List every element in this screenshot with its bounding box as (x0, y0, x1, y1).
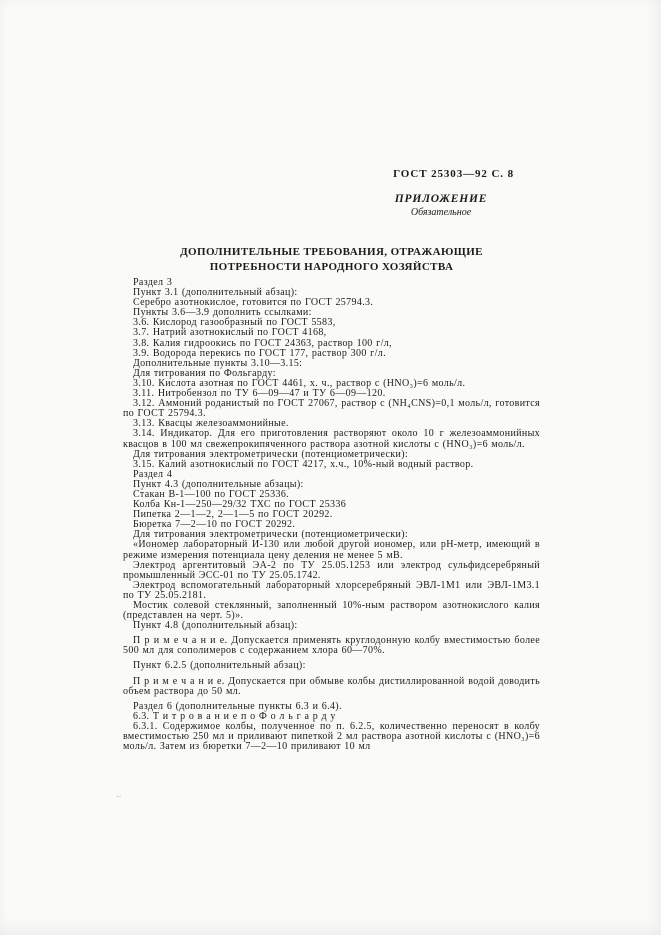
paragraph: 3.9. Водорода перекись по ГОСТ 177, раствор 300 г/л. (133, 347, 386, 359)
paragraph: Для титрования по Фольгарду: (133, 367, 276, 379)
paragraph: Пункт 4.8 (дополнительный абзац): (133, 620, 298, 632)
paragraph: Пункт 6.2.5 (дополнительный абзац): (133, 660, 306, 672)
paragraph: Раздел 6 (дополнительные пункты 6.3 и 6.4). (133, 700, 342, 712)
paragraph: 3.7. Натрий азотнокислый по ГОСТ 4168, (133, 327, 327, 339)
paragraph: 6.3. Т и т р о в а н и е п о Ф о л ь г а р д у (133, 710, 336, 722)
paragraph: 3.10. Кислота азотная по ГОСТ 4461, х. ч., раствор с (HNO₃)=6 моль/л. (133, 377, 466, 389)
paragraph: 3.11. Нитробензол по ТУ 6—09—47 и ТУ 6—09—120. (133, 388, 386, 400)
paragraph: 6.3.1. Содержимое колбы, полученное по п. 6.2.5, количественно переносят в колбу вместимостью 250 мл и приливают пипеткой 2 мл раствора азотной кислоты с (HNO₃)=6 моль/л. Затем из бюретки 7—2—10 приливают 10 мл (123, 720, 540, 753)
paragraph: Для титрования электрометрически (потенциометрически): (133, 529, 409, 541)
paragraph: Бюретка 7—2—10 по ГОСТ 20292. (133, 519, 296, 531)
paragraph: 3.8. Калия гидроокись по ГОСТ 24363, раствор 100 г/л, (133, 337, 392, 349)
document-title-line1: ДОПОЛНИТЕЛЬНЫЕ ТРЕБОВАНИЯ, ОТРАЖАЮЩИЕ (180, 246, 483, 258)
paragraph: 3.13. Квасцы железоаммонийные. (133, 418, 289, 430)
running-header: ГОСТ 25303—92 С. 8 (393, 168, 514, 180)
paragraph: Серебро азотнокислое, готовится по ГОСТ 25794.3. (133, 297, 374, 309)
paragraph: Мостик солевой стеклянный, заполненный 10%-ным раствором азотнокислого калия (представлен на черт. 5)». (123, 600, 540, 622)
paragraph: Пункты 3.6—3.9 дополнить ссылками: (133, 307, 312, 319)
paragraph: Раздел 3 (133, 277, 173, 288)
appendix-title: ПРИЛОЖЕНИЕ (394, 193, 488, 205)
paragraph: Для титрования электрометрически (потенциометрически): (133, 448, 409, 460)
paragraph: Колба Кн-1—250—29/32 ТХС по ГОСТ 25336 (133, 499, 347, 511)
document-title-line2: ПОТРЕБНОСТИ НАРОДНОГО ХОЗЯЙСТВА (209, 260, 454, 273)
paragraph: 3.6. Кислород газообразный по ГОСТ 5583, (133, 317, 336, 329)
paragraph: П р и м е ч а н и е. Допускается при обмыве колбы дистиллированной водой доводить объем раствора до 50 мл. (123, 675, 540, 697)
document-body (123, 278, 540, 752)
paragraph: Дополнительные пункты 3.10—3.15: (133, 357, 303, 369)
paragraph: 3.15. Калий азотнокислый по ГОСТ 4217, х.ч., 10%-ный водный раствор. (133, 458, 474, 470)
page-content (123, 168, 540, 752)
paragraph: 3.12. Аммоний роданистый по ГОСТ 27067, раствор с (NH₄CNS)=0,1 моль/л, готовится по ГОСТ 25794.3. (123, 398, 540, 420)
paragraph: Электрод аргентитовый ЭА-2 по ТУ 25.05.1253 или электрод сульфидсеребряный промышленный ЭСС-01 по ТУ 25.05.1742. (123, 559, 540, 581)
appendix-subtitle: Обязательное (410, 207, 472, 218)
paragraph: Раздел 4 (133, 468, 173, 480)
paragraph: «Иономер лабораторный И-130 или любой другой иономер, или pH-метр, имеющий в режиме измерения потенциала цену деления не менее 5 мВ. (123, 539, 540, 561)
paragraph: Электрод вспомогательный лабораторный хлорсеребряный ЭВЛ-1М1 или ЭВЛ-1М3.1 по ТУ 25.05.2181. (123, 579, 540, 601)
paragraph: Пункт 3.1 (дополнительный абзац): (133, 287, 298, 299)
paragraph: Стакан В-1—100 по ГОСТ 25336. (133, 488, 290, 500)
appendix-block (361, 193, 521, 218)
paragraph: Пункт 4.3 (дополнительные абзацы): (133, 478, 304, 490)
document-title (123, 245, 540, 274)
scan-artifact: ‥ (116, 790, 124, 799)
paragraph: Пипетка 2—1—2, 2—1—5 по ГОСТ 20292. (133, 509, 333, 521)
paragraph: 3.14. Индикатор. Для его приготовления растворяют около 10 г железоаммонийных квасцов в 100 мл свежепрокипяченного раствора азотной кислоты с (HNO₃)=6 моль/л. (123, 428, 540, 450)
paragraph: П р и м е ч а н и е. Допускается применять круглодонную колбу вместимостью более 500 мл для сополимеров с содержанием хлора 60—70%. (123, 635, 540, 657)
